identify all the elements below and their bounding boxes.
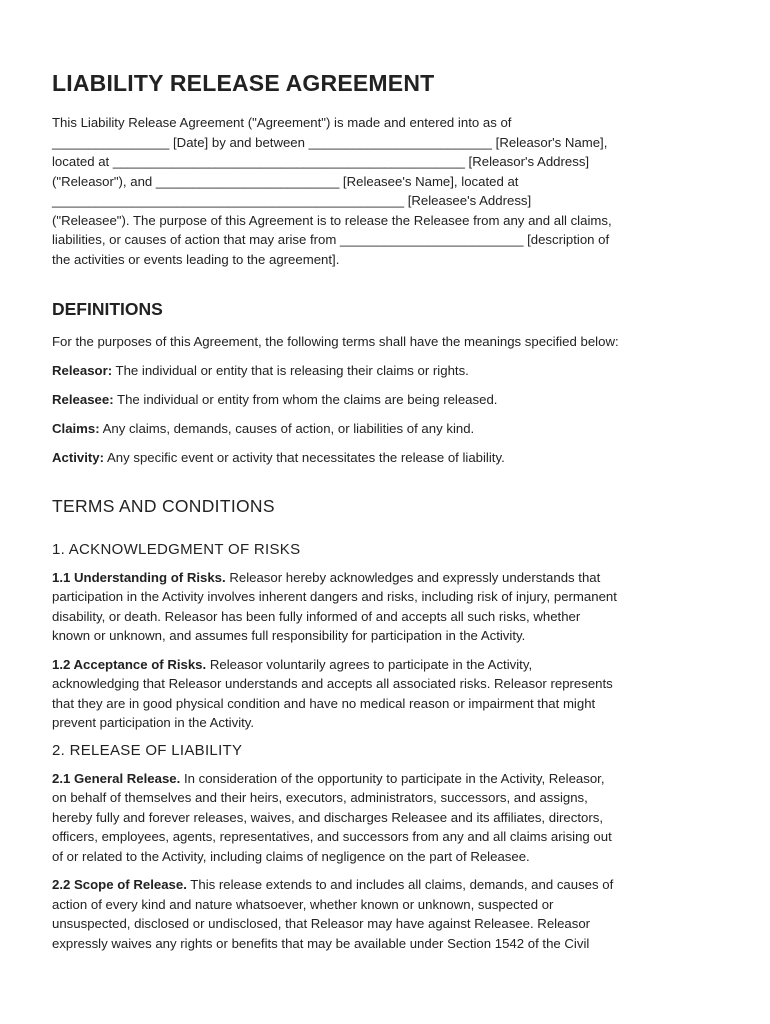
clause-text: This release extends to and includes all claims, demands, and causes of — [186, 877, 614, 892]
clause-line: participation in the Activity involves inherent dangers and risks, including risk of injury, permanent — [52, 589, 617, 604]
clause-label: 1.1 Understanding of Risks. — [52, 569, 226, 585]
clause-text: In consideration of the opportunity to participate in the Activity, Releasor, — [180, 770, 605, 786]
clause-text: Releasor hereby acknowledges and expressly understands that — [225, 569, 601, 585]
clause-2-1 — [52, 769, 720, 867]
clause-line: that they are in good physical condition and have no medical reason or impairment that might — [52, 695, 596, 711]
definition-item — [52, 361, 720, 381]
intro-line: located at ________________________________________________ [Releasor's Address] — [52, 154, 590, 169]
intro-line: liabilities, or causes of action that may arise from _________________________ [description of — [52, 232, 610, 247]
intro-line: ("Releasee"). The purpose of this Agreement is to release the Releasee from any and all claims, — [52, 212, 612, 228]
definition-text: The individual or entity that is releasing their claims or rights. — [112, 363, 469, 378]
clause-line: hereby fully and forever releases, waives, and discharges Releasee and its affiliates, directors, — [52, 809, 603, 825]
document-title: LIABILITY RELEASE AGREEMENT — [52, 70, 435, 96]
definition-term: Claims: — [52, 421, 100, 436]
definitions-list — [52, 332, 720, 468]
definition-item — [52, 448, 720, 468]
clause-line: disability, or death. Releasor has been fully informed of and accepts all such risks, whether — [52, 608, 581, 624]
definitions-lead: For the purposes of this Agreement, the following terms shall have the meanings specified below: — [52, 334, 619, 349]
clause-line: expressly waives any rights or benefits that may be available under Section 1542 of the Civil — [52, 935, 590, 951]
clause-1-1 — [52, 568, 720, 646]
clause-label: 1.2 Acceptance of Risks. — [52, 656, 207, 672]
definition-term: Activity: — [52, 450, 105, 465]
clause-line — [52, 655, 720, 675]
clause-line — [52, 769, 720, 789]
clause-2-2 — [52, 875, 720, 953]
clause-line: officers, employees, agents, representatives, and successors from any and all claims arising out — [52, 829, 612, 844]
definition-term: Releasee: — [52, 392, 114, 407]
clause-1-2 — [52, 655, 720, 733]
clause-line: unsuspected, disclosed or undisclosed, that Releasor may have against Releasee. Releasor — [52, 916, 591, 931]
section-heading-risks: 1. ACKNOWLEDGMENT OF RISKS — [52, 540, 301, 558]
intro-line: This Liability Release Agreement ("Agreement") is made and entered into as of — [52, 115, 512, 130]
definition-text: The individual or entity from whom the claims are being released. — [113, 392, 498, 407]
definitions-heading: DEFINITIONS — [52, 299, 163, 319]
clause-text: Releasor voluntarily agrees to participate in the Activity, — [206, 656, 533, 672]
clause-label: 2.1 General Release. — [52, 770, 181, 786]
clause-line: prevent participation in the Activity. — [52, 715, 255, 730]
clause-label: 2.2 Scope of Release. — [52, 877, 187, 892]
clause-line — [52, 568, 720, 588]
section-heading-release: 2. RELEASE OF LIABILITY — [52, 741, 243, 759]
clause-line: of or related to the Activity, including claims of negligence on the part of Releasee. — [52, 848, 530, 864]
clause-line: on behalf of themselves and their heirs, executors, administrators, successors, and assigns, — [52, 790, 588, 805]
definition-item — [52, 419, 720, 439]
definition-term: Releasor: — [52, 363, 113, 378]
document-page — [52, 70, 720, 962]
intro-line: ("Releasor"), and _________________________ [Releasee's Name], located at — [52, 173, 519, 189]
clause-line: action of every kind and nature whatsoever, whether known or unknown, suspected or — [52, 896, 554, 912]
terms-heading: TERMS AND CONDITIONS — [52, 495, 275, 516]
clause-line: known or unknown, and assumes full responsibility for participation in the Activity. — [52, 628, 526, 643]
intro-line: the activities or events leading to the agreement]. — [52, 251, 340, 267]
intro-paragraph — [52, 113, 720, 269]
definition-text: Any specific event or activity that necessitates the release of liability. — [104, 450, 505, 465]
definition-text: Any claims, demands, causes of action, or liabilities of any kind. — [99, 421, 475, 436]
clause-line: acknowledging that Releasor understands and accepts all associated risks. Releasor represents — [52, 676, 613, 691]
intro-line: ________________ [Date] by and between _________________________ [Releasor's Name], — [52, 134, 608, 150]
clause-line — [52, 875, 720, 895]
definition-item — [52, 390, 720, 410]
intro-line: ________________________________________________ [Releasee's Address] — [52, 193, 532, 208]
